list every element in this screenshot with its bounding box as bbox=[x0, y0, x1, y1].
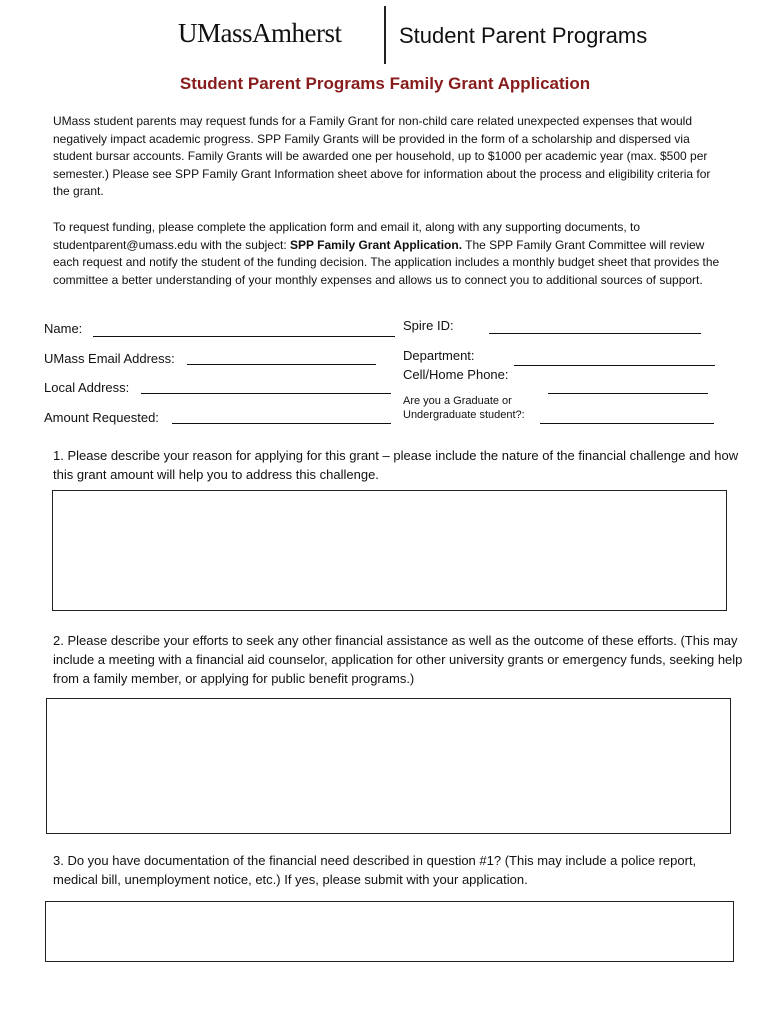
intro-paragraph-1: UMass student parents may request funds for a Family Grant for non-child care related unexpected expenses that would negatively impact academic progress. SPP Family Grants will be provided in the form of a scholarship and dispersed via student bursar accounts. Family Grants will be awarded one per household, up to $1000 per academic year (max. $500 per semester.) Please see SPP Family Grant Information sheet above for information about the process and eligibility criteria for the grant. bbox=[53, 114, 711, 198]
phone-label: Cell/Home Phone: bbox=[403, 367, 509, 382]
answer-box-1[interactable] bbox=[52, 490, 727, 611]
grad-label-line-2: Undergraduate student?: bbox=[403, 409, 525, 421]
intro-paragraph-2 bbox=[53, 219, 723, 289]
address-field[interactable] bbox=[141, 393, 391, 394]
grad-label-line-1: Are you a Graduate or bbox=[403, 395, 512, 407]
intro-subject-bold: SPP Family Grant Application. bbox=[289, 237, 463, 252]
page-title: Student Parent Programs Family Grant Application bbox=[179, 74, 591, 93]
amount-label: Amount Requested: bbox=[44, 410, 159, 425]
phone-field[interactable] bbox=[548, 393, 708, 394]
department-label: Department: bbox=[403, 348, 475, 363]
grad-undergrad-label bbox=[403, 394, 525, 422]
logo-divider bbox=[384, 6, 386, 64]
address-label: Local Address: bbox=[44, 380, 130, 395]
spire-id-field[interactable] bbox=[489, 333, 701, 334]
spire-id-label: Spire ID: bbox=[403, 318, 454, 333]
intro-text-before: To request funding, please complete the application form and email it, along with any supporting documents, to studentparent@umass.edu with the subject: bbox=[53, 220, 641, 252]
answer-box-3[interactable] bbox=[45, 901, 734, 962]
amount-field[interactable] bbox=[172, 423, 391, 424]
umass-amherst-logo: UMassAmherst bbox=[178, 18, 342, 48]
email-label: UMass Email Address: bbox=[44, 351, 175, 366]
intro-text-after: The SPP Family Grant Committee will review each request and notify the student of the funding decision. The application includes a monthly budget sheet that provides the committee a better understanding of your monthly expenses and allows us to connect you to additional sources of support. bbox=[53, 237, 720, 287]
question-1: 1. Please describe your reason for applying for this grant – please include the nature of the financial challenge and how this grant amount will help you to address this challenge. bbox=[53, 448, 739, 482]
name-field[interactable] bbox=[93, 336, 395, 337]
question-3: 3. Do you have documentation of the financial need described in question #1? (This may include a police report, medical bill, unemployment notice, etc.) If yes, please submit with your application. bbox=[53, 853, 697, 887]
question-2: 2. Please describe your efforts to seek any other financial assistance as well as the outcome of these efforts. (This may include a meeting with a financial aid counselor, application for other university grants or emergency funds, seeking help from a family member, or applying for public benefit programs.) bbox=[53, 633, 743, 686]
email-field[interactable] bbox=[187, 364, 376, 365]
department-field[interactable] bbox=[514, 365, 715, 366]
name-label: Name: bbox=[44, 321, 83, 336]
answer-box-2[interactable] bbox=[46, 698, 731, 834]
program-name: Student Parent Programs bbox=[399, 23, 648, 48]
grad-undergrad-field[interactable] bbox=[540, 423, 714, 424]
